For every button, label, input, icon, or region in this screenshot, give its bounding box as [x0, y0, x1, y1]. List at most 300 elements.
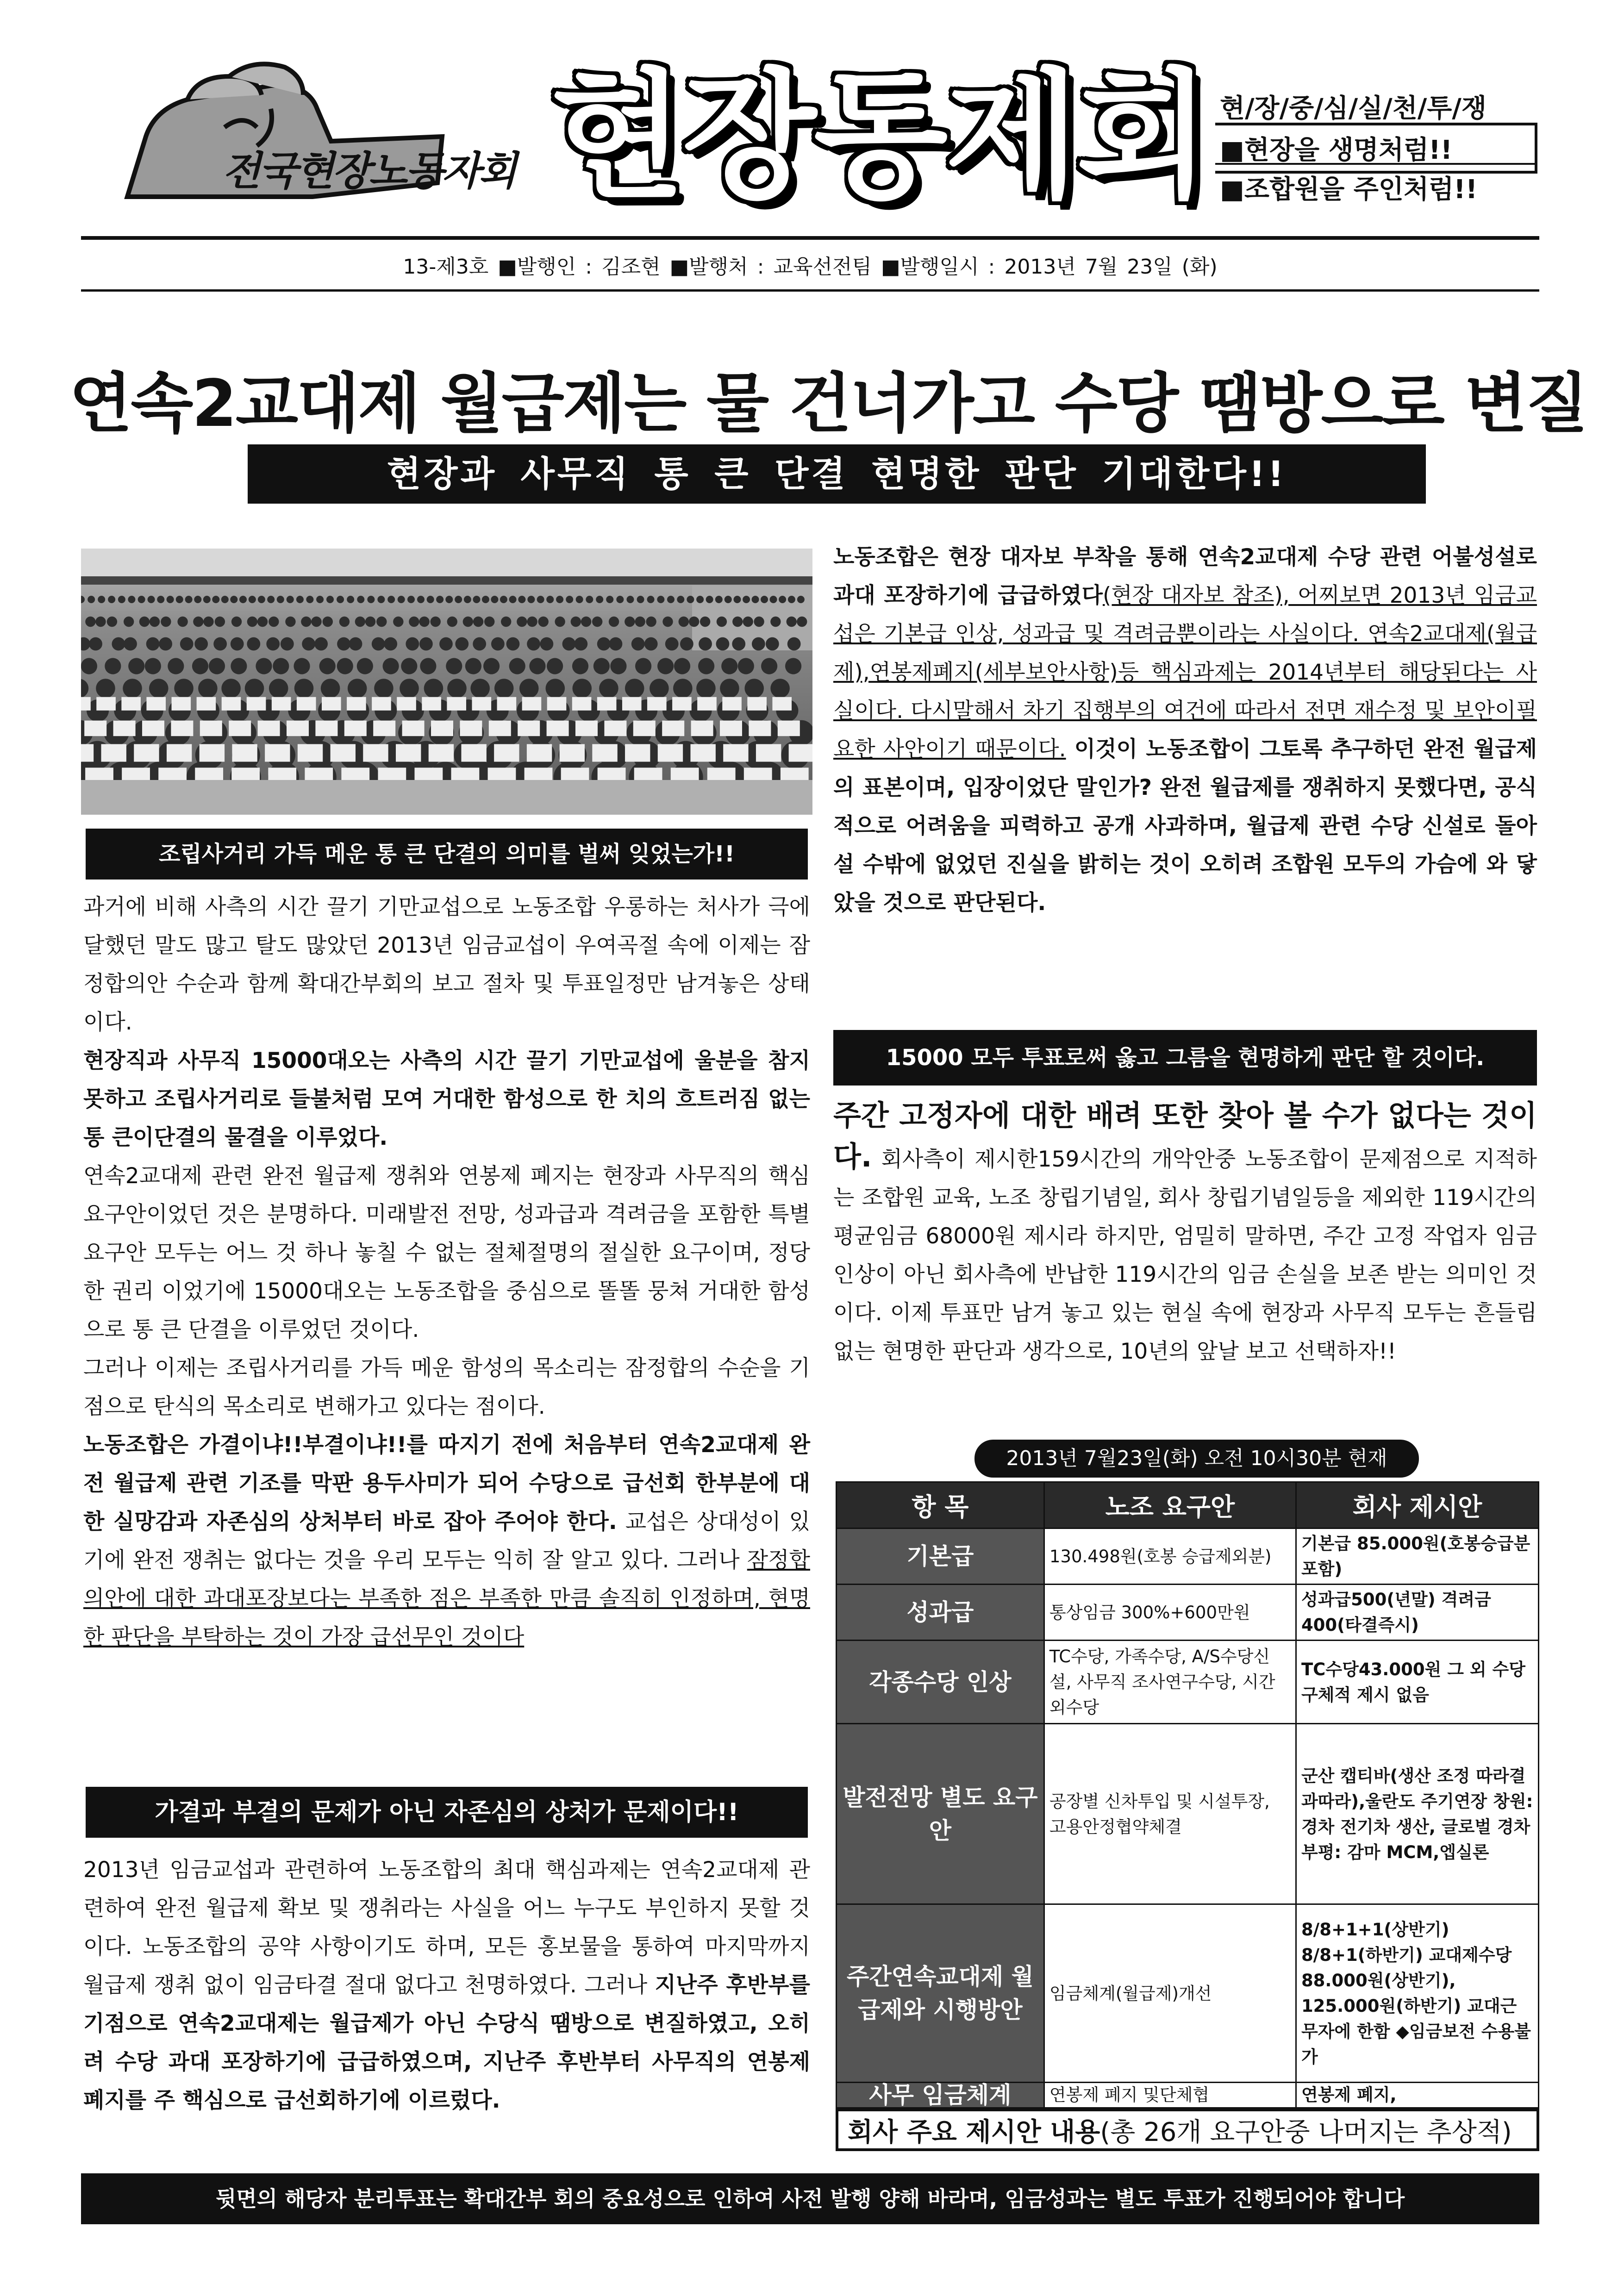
crowd-person [107, 617, 117, 627]
crowd-person [787, 637, 801, 651]
crowd-person [631, 637, 645, 651]
crowd-person [506, 637, 520, 651]
crowd-person [546, 679, 565, 698]
crowd-person [96, 679, 115, 698]
crowd-person [323, 617, 333, 627]
crowd-person [592, 617, 602, 627]
masthead-rule [81, 236, 1539, 240]
crowd-person [644, 637, 658, 651]
crowd-person [597, 637, 611, 651]
crowd-person [657, 658, 674, 674]
crowd-person [123, 679, 142, 698]
crowd-person [696, 679, 716, 698]
crowd-person [576, 596, 583, 603]
table-row [837, 1585, 1539, 1641]
crowd-person [321, 679, 340, 698]
company-offer: 군산 캡티바(생산 조정 따라결과따라),울란도 주기연장 창원: 경차 전기차 생산, 글로벌 경차 부평: 감마 MCM,엡실론 [1296, 1724, 1538, 1904]
crowd-person [593, 658, 610, 674]
company-offer: 연봉제 폐지, [1296, 2083, 1538, 2108]
table-row [837, 1529, 1539, 1585]
crowd-shirt [604, 721, 626, 736]
crowd-shirt [497, 697, 517, 711]
underlined-text: (현장 대자보 참조), 어찌보면 2013년 임금교섭은 기본급 인상, 성과급 및 격려금뿐이라는 사실이다. 연속2교대제(월급제),연봉제폐지(세부보안사항)등 핵심과제는 2014년부터 해당된다는 사실이다. 다시말해서 차기 집행부의 여건에 따라서 전면 재수정 및 보안이필요한 사안이기 때문이다. [833, 583, 1537, 762]
crowd-person [407, 596, 415, 603]
crowd-person [696, 596, 704, 603]
crowd-person [744, 679, 764, 698]
crowd-shirt [258, 721, 280, 736]
crowd-person [788, 596, 795, 603]
crowd-shirt [429, 744, 454, 761]
crowd-person [339, 617, 350, 627]
crowd-person [743, 596, 750, 603]
union-demand: 연봉제 폐지 및단체협 [1044, 2083, 1296, 2108]
crowd-person [484, 617, 494, 627]
crowd-person [635, 658, 651, 674]
crowd-person [733, 596, 741, 603]
crowd-person [376, 617, 387, 627]
crowd-person [732, 617, 743, 627]
crowd-shirt [322, 697, 341, 711]
crowd-person [689, 617, 699, 627]
crowd-person [500, 596, 507, 603]
crowd-person [302, 637, 315, 651]
crowd-shirt [96, 697, 116, 711]
crowd-person [657, 596, 664, 603]
crowd-shirt [142, 721, 164, 736]
crowd-person [296, 596, 304, 603]
section-title-3: 15000 모두 투표로써 옳고 그름을 현명하게 판단 할 것이다. [833, 1030, 1537, 1086]
slogan-life: ■현장을 생명처럼!! [1220, 135, 1453, 165]
crowd-person [221, 679, 241, 698]
crowd-person [231, 658, 247, 674]
crowd-person [194, 596, 201, 603]
crowd-shirt [527, 744, 552, 761]
crowd-person [347, 596, 354, 603]
crowd-shirt [372, 697, 391, 711]
table-row [837, 1641, 1539, 1724]
crowd-shirt [146, 697, 166, 711]
paragraph: 연속2교대제 관련 완전 월급제 쟁취와 연봉제 폐지는 현장과 사무직의 핵심 요구안이었던 것은 분명하다. 미래발전 전망, 성과급과 격려금을 포함한 특별요구안 모두는 어느 것 하나 놓칠 수 없는 절체절명의 절실한 요구이며, 정당한 권리 이었기에 15000대오는 노동조합을 중심으로 똘똘 뭉쳐 거대한 함성으로 통 큰 단결을 이루었던 것이다. [83, 1163, 810, 1342]
left-column-text [83, 888, 810, 1656]
crowd-shirt [622, 697, 642, 711]
crowd-person [420, 658, 436, 674]
crowd-shirt [494, 744, 519, 761]
crowd-person [446, 658, 462, 674]
crowd-shirt [232, 744, 257, 761]
crowd-person [417, 596, 425, 603]
crowd-person [635, 617, 645, 627]
union-demand: 130.498원(호봉 승급제외분) [1044, 1529, 1296, 1585]
crowd-shirt [572, 697, 592, 711]
crowd-person [455, 637, 468, 651]
crowd-person [419, 617, 429, 627]
crowd-person [266, 637, 280, 651]
crowd-person [647, 596, 655, 603]
crowd-person [294, 658, 310, 674]
crowd-person [124, 617, 134, 627]
table-header-row [837, 1482, 1539, 1529]
crowd-person [357, 658, 373, 674]
crowd-person [716, 637, 730, 651]
crowd-person [761, 596, 768, 603]
table-row [837, 1724, 1539, 1904]
crowd-person [606, 596, 613, 603]
crowd-shirt [747, 697, 767, 711]
proposal-comparison-table [836, 1481, 1539, 2109]
crowd-person [509, 658, 525, 674]
plain-text: 회사측이 제시한159시간의 개악안중 노동조합이 문제점으로 지적하는 조합원 교육, 노조 창립기념일, 회사 창립기념일등을 제외한 119시간의 평균임금 68000원 제시라 하지만, 엄밀히 말하면, 주간 고정 작업자 임금인상이 아닌 회사측에 반납한 119시간의 임금 손실을 보존 받는 의미인 것이다. 이제 투표만 남겨 놓고 있는 현실 속에 현장과 사무직 모두는 흔들림 없는 현명한 판단과 생각으로, 10년의 앞날 보고 선택하자!! [833, 1147, 1537, 1364]
crowd-person [203, 617, 213, 627]
crowd-shirt [772, 697, 792, 711]
crowd-person [89, 637, 102, 651]
crowd-shirt [691, 721, 713, 736]
crowd-person [406, 637, 419, 651]
crowd-person [316, 596, 324, 603]
crowd-person [547, 658, 563, 674]
crowd-shirt [315, 721, 337, 736]
crowd-person [128, 658, 144, 674]
crowd-person [586, 596, 593, 603]
crowd-shirt [200, 744, 225, 761]
crowd-person [337, 658, 353, 674]
emphasis-text: 이것이 노동조합이 그토록 추구하던 완전 월급제의 표본이며, 입장이었단 말인가? 완전 월급제를 쟁취하지 못했다면, 공식적으로 어려움을 피력하고 공개 사과하며, 월급제 관련 수당 신설로 돌아설 수밖에 없었던 진실을 밝히는 것이 오히려 조합원 모두의 가슴에 와 닿았을 것으로 판단된다. [833, 736, 1537, 916]
crowd-person [720, 679, 739, 698]
crowd-person [139, 617, 150, 627]
crowd-shirt [81, 697, 91, 711]
crowd-person [637, 596, 644, 603]
crowd-person [212, 596, 219, 603]
crowd-person [770, 596, 777, 603]
crowd-person [148, 596, 155, 603]
crowd-person [527, 617, 537, 627]
crowd-shirt [431, 721, 453, 736]
crowd-person [537, 596, 544, 603]
row-item: 사무 임금체계 [837, 2083, 1044, 2108]
crowd-shirt [547, 721, 569, 736]
crowd-shirt [472, 697, 491, 711]
crowd-person [662, 617, 673, 627]
crowd-person [269, 679, 288, 698]
crowd-person [596, 596, 603, 603]
crowd-person [527, 596, 535, 603]
union-demand: 공장별 신차투입 및 시설투장, 고용안정협약체결 [1044, 1724, 1296, 1904]
crowd-person [491, 596, 498, 603]
crowd-person [509, 596, 517, 603]
row-item: 기본급 [837, 1529, 1044, 1585]
crowd-person [213, 637, 227, 651]
crowd-person [599, 679, 618, 698]
crowd-person [138, 596, 145, 603]
crowd-person [427, 596, 434, 603]
crowd-person [367, 596, 375, 603]
crowd-shirt [778, 721, 800, 736]
crowd-shirt [560, 744, 585, 761]
crowd-person [348, 679, 367, 698]
issue-rule [81, 289, 1539, 292]
crowd-person [419, 637, 433, 651]
crowd-shirt [722, 697, 742, 711]
crowd-person [473, 596, 480, 603]
paragraph: 현장직과 사무직 15000대오는 사측의 시간 끌기 기만교섭에 울분을 참지 못하고 조립사거리로 들불처럼 모여 거대한 함성으로 한 치의 흐트러짐 없는 통 큰이단결의 물결을 이루었다. [83, 1048, 810, 1150]
crowd-person [87, 596, 95, 603]
crowd-person [546, 596, 554, 603]
column-header: 회사 제시안 [1296, 1482, 1538, 1529]
column-header: 항 목 [837, 1482, 1044, 1529]
crowd-person [540, 637, 553, 651]
table-note [836, 2109, 1539, 2151]
crowd-shirt [197, 697, 216, 711]
crowd-person [706, 596, 713, 603]
crowd-person [787, 617, 797, 627]
crowd-person [161, 617, 171, 627]
crowd-shirt [265, 744, 290, 761]
subhead: 현장과 사무직 통 큰 단결 현명한 판단 기대한다!! [248, 444, 1426, 504]
crowd-person [281, 637, 294, 651]
crowd-person [409, 617, 419, 627]
crowd-person [124, 637, 137, 651]
paper-title: 현장동제회 [551, 56, 1208, 217]
crowd-shirt [522, 697, 542, 711]
crowd-shirt [592, 744, 617, 761]
crowd-person [221, 596, 229, 603]
crowd-shirt [101, 744, 126, 761]
issue-info: 13-제3호 ■발행인 : 김조현 ■발행처 : 교육선전팀 ■발행일시 : 2013년 7월 23일 (화) [403, 255, 1218, 279]
crowd-person [482, 596, 489, 603]
crowd-person [717, 617, 727, 627]
crowd-person [277, 596, 284, 603]
crowd-person [673, 679, 693, 698]
crowd-person [180, 637, 194, 651]
crowd-person [566, 596, 573, 603]
crowd-shirt [575, 721, 598, 736]
crowd-shirt [489, 721, 511, 736]
row-item: 성과급 [837, 1585, 1044, 1641]
crowd-person [231, 617, 242, 627]
crowd-person [185, 596, 193, 603]
crowd-person [501, 617, 511, 627]
crowd-shirt [402, 721, 425, 736]
crowd-person [231, 637, 244, 651]
crowd-person [398, 596, 405, 603]
crowd-shirt [720, 721, 742, 736]
crowd-person [518, 596, 525, 603]
crowd-shirt [547, 697, 567, 711]
crowd-person [393, 617, 403, 627]
crowd-person [555, 617, 565, 627]
crowd-person [465, 658, 481, 674]
crowd-shirt [113, 721, 136, 736]
crowd-person [439, 637, 453, 651]
crowd-person [287, 596, 294, 603]
crowd-person [384, 637, 397, 651]
crowd-person [401, 658, 417, 674]
crowd-shirt [447, 697, 466, 711]
crowd-person [447, 617, 457, 627]
crowd-shirt [84, 721, 106, 736]
crowd-shirt [397, 697, 416, 711]
crowd-person [372, 637, 385, 651]
union-demand: TC수당, 가족수당, A/S수당신설, 사무직 조사연구수당, 시간외수당 [1044, 1641, 1296, 1724]
company-offer: 기본급 85.000원(호봉승급분 포함) [1296, 1529, 1538, 1585]
crowd-person [118, 596, 125, 603]
crowd-person [301, 617, 311, 627]
crowd-person [700, 617, 710, 627]
row-item: 주간연속교대제 월급제와 시행방안 [837, 1904, 1044, 2083]
crowd-shirt [625, 744, 650, 761]
crowd-person [326, 596, 334, 603]
crowd-shirt [171, 721, 193, 736]
crowd-person [424, 679, 443, 698]
crowd-person [562, 637, 576, 651]
crowd-person [761, 658, 777, 674]
paragraph [83, 1426, 810, 1656]
crowd-person [95, 617, 106, 627]
crowd-shirt [597, 697, 617, 711]
crowd-person [81, 658, 97, 674]
crowd-shirt [633, 721, 656, 736]
rally-photo [81, 549, 812, 815]
crowd-shirt [749, 721, 771, 736]
crowd-shirt [647, 697, 667, 711]
crowd-person [738, 658, 754, 674]
crowd-shirt [658, 744, 683, 761]
crowd-person [779, 596, 786, 603]
footer-notice: 뒷면의 해당자 분리투표는 확대간부 회의 중요성으로 인하여 사전 발행 양해 바라며, 임금성과는 별도 투표가 진행되어야 합니다 [81, 2173, 1539, 2224]
crowd-shirt [723, 744, 748, 761]
crowd-person [357, 596, 364, 603]
org-name: 전국현장노동자회 [222, 148, 515, 194]
union-demand: 통상임금 300%+600만원 [1044, 1585, 1296, 1641]
crowd-shirt [272, 697, 291, 711]
crowd-person [574, 637, 587, 651]
crowd-shirt [222, 697, 241, 711]
crowd-person [610, 658, 626, 674]
emphasis-text: 지난주 후반부를 기점으로 연속2교대제는 월급제가 아닌 수당식 땜방으로 변질하였고, 오히려 수당 과대 포장하기에 급급하였으며, 지난주 후반부터 사무직의 연봉제 폐지를 주 핵심으로 급선회하기에 이르렀다. [83, 1972, 810, 2113]
crowd-person [732, 637, 745, 651]
crowd-person [365, 617, 375, 627]
crowd-person [98, 596, 105, 603]
crowd-shirt [287, 721, 309, 736]
headline: 연속2교대제 월급제는 물 건너가고 수당 땜방으로 변질 [69, 366, 1587, 442]
crowd-person [698, 658, 714, 674]
crowd-person [679, 617, 689, 627]
emphasis-text: 주간 고정자에 대한 배려 또한 찾아 볼 수가 없다는 것이다. [833, 1098, 1537, 1173]
paragraph [833, 1096, 1537, 1371]
crowd-shirt [229, 721, 251, 736]
crowd-person [256, 658, 272, 674]
crowd-person [269, 617, 279, 627]
crowd-person [519, 679, 539, 698]
company-offer: TC수당43.000원 그 외 수당 구체적 제시 없음 [1296, 1641, 1538, 1724]
crowd-shirt [422, 697, 441, 711]
crowd-person [715, 596, 723, 603]
table-note-title: 회사 주요 제시안 내용 [848, 2117, 1100, 2147]
crowd-person [247, 637, 260, 651]
crowd-person [203, 596, 211, 603]
row-item: 발전전망 별도 요구안 [837, 1724, 1044, 1904]
crowd-person [650, 679, 669, 698]
crowd-person [770, 679, 790, 698]
crowd-shirt [298, 744, 323, 761]
crowd-shirt [134, 744, 159, 761]
crowd-shirt [363, 744, 388, 761]
crowd-person [572, 679, 592, 698]
crowd-shirt [518, 721, 540, 736]
crowd-person [529, 658, 545, 674]
crowd-person [625, 679, 644, 698]
table-row [837, 1904, 1539, 2083]
underlined-text: 잠정합의안에 대한 과대포장보다는 부족한 점은 부족한 만큼 솔직히 인정하며, 현명한 판단을 부탁하는 것이 가장 급선무인 것이다 [83, 1547, 810, 1650]
table-note-detail: (총 26개 요구안중 나머지는 추상적) [1100, 2117, 1512, 2147]
crowd-person [150, 617, 160, 627]
company-offer: 성과급500(년말) 격려금400(타결즉시) [1296, 1585, 1538, 1641]
crowd-person [609, 637, 623, 651]
crowd-person [538, 617, 549, 627]
paragraph: 과거에 비해 사측의 시간 끌기 기만교섭으로 노동조합 우롱하는 처사가 극에 달했던 말도 많고 탈도 많았던 2013년 임금교섭이 우여곡절 속에 이제는 잠정합의안 수순과 함께 확대간부회의 보고 절차 및 투표일정만 남겨놓은 상태이다. [83, 894, 810, 1035]
crowd-shirt [461, 744, 486, 761]
crowd-person [349, 637, 362, 651]
crowd-shirt [672, 697, 692, 711]
paragraph [83, 1851, 810, 2120]
crowd-person [209, 658, 225, 674]
crowd-shirt [121, 697, 141, 711]
crowd-shirt [697, 697, 717, 711]
slogan-owner: ■조합원을 주인처럼!! [1220, 175, 1478, 205]
crowd-person [337, 637, 350, 651]
crowd-person [157, 596, 164, 603]
crowd-person [387, 596, 395, 603]
crowd-person [470, 679, 490, 698]
crowd-person [609, 617, 619, 627]
crowd-shirt [789, 744, 812, 761]
section-title-2: 가결과 부결의 문제가 아닌 자존심의 상처가 문제이다!! [86, 1787, 808, 1838]
crowd-shirt [396, 744, 421, 761]
crowd-person [194, 637, 208, 651]
crowd-person [445, 596, 453, 603]
crowd-person [667, 596, 675, 603]
crowd-person [581, 617, 591, 627]
crowd-person [483, 658, 500, 674]
crowd-person [311, 617, 321, 627]
crowd-person [245, 679, 264, 698]
crowd-person [128, 596, 135, 603]
crowd-person [112, 637, 125, 651]
crowd-person [306, 596, 313, 603]
crowd-shirt [756, 744, 781, 761]
crowd-person [215, 617, 225, 627]
crowd-shirt [247, 697, 266, 711]
crowd-person [491, 637, 505, 651]
crowd-person [527, 637, 540, 651]
crowd-shirt [344, 721, 367, 736]
union-demand: 임금체계(월급제)개선 [1044, 1904, 1296, 2083]
crowd-person [257, 617, 268, 627]
crowd-person [556, 596, 563, 603]
crowd-shirt [460, 721, 482, 736]
crowd-person [193, 617, 203, 627]
crowd-person [455, 596, 462, 603]
crowd-person [725, 596, 732, 603]
right-column-text [833, 538, 1537, 922]
paragraph: 그러나 이제는 조립사거리를 가득 메운 함성의 목소리는 잠정합의 수순을 기점으로 탄식의 목소리로 변해가고 있다는 점이다. [83, 1355, 810, 1419]
crowd-person [176, 596, 183, 603]
crowd-shirt [172, 697, 191, 711]
crowd-shirt [690, 744, 715, 761]
crowd-person [665, 637, 679, 651]
crowd-person [108, 596, 115, 603]
crowd-person [168, 658, 184, 674]
crowd-person [752, 596, 759, 603]
